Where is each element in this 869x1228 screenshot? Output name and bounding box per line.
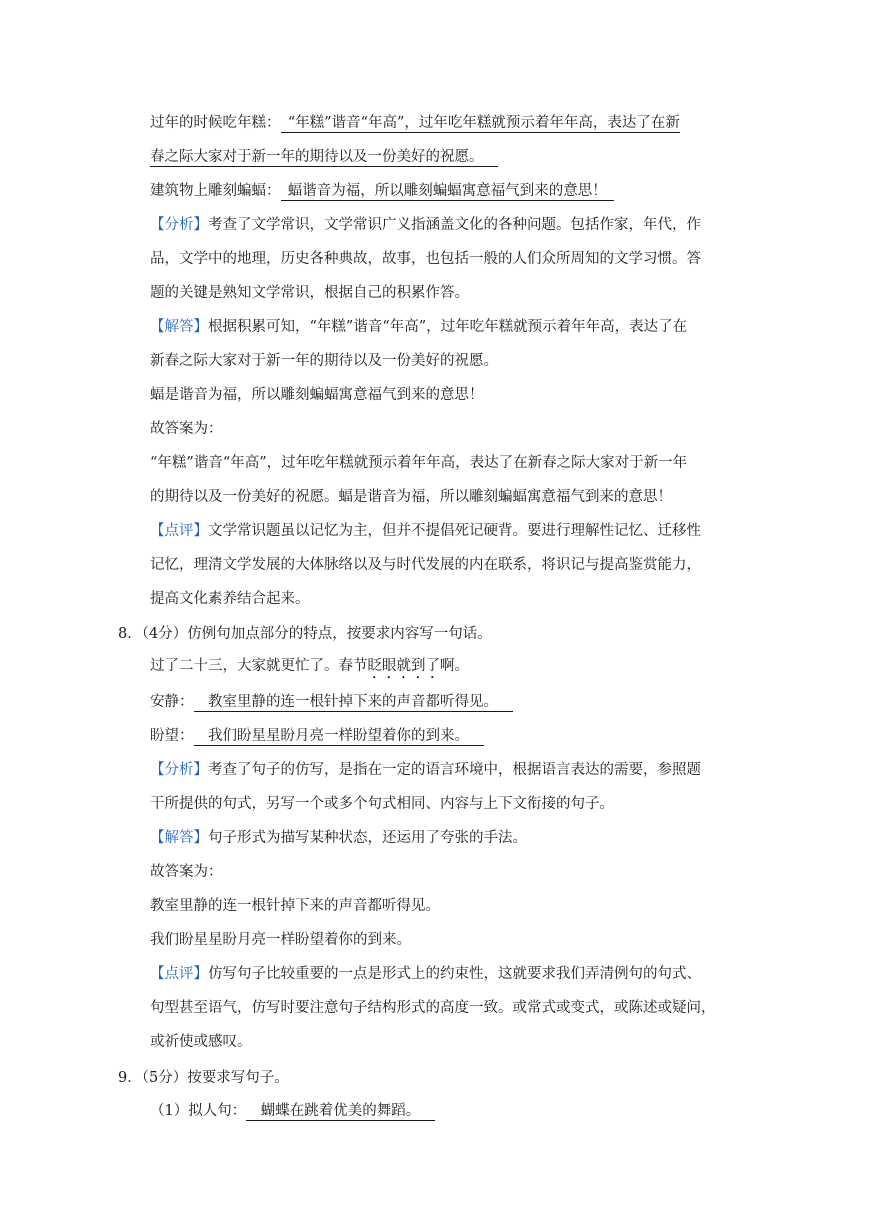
q7-answer-1: “年糕”谐音“年高”，过年吃年糕就预示着年年高，表达了在新春之际大家对于新一年 <box>150 455 688 471</box>
nian-gao-label: 过年的时候吃年糕： <box>150 115 281 131</box>
solution-tag: 【解答】 <box>150 319 208 335</box>
solution-text: 根据积累可知，“年糕”谐音“年高”，过年吃年糕就预示着年年高，表达了在 <box>208 319 688 335</box>
nian-gao-line-2 <box>150 147 498 167</box>
q8-stem-text: （4分）仿例句加点部分的特点，按要求内容写一句话。 <box>141 626 492 642</box>
analysis-tag: 【分析】 <box>150 217 208 233</box>
q7-solution-2: 新春之际大家对于新一年的期待以及一份美好的祝愿。 <box>150 353 498 369</box>
q8-analysis <box>150 760 701 780</box>
q8-analysis-2: 干所提供的句式，另写一个或多个句式相同、内容与上下文衔接的句子。 <box>150 796 614 812</box>
q8-answer-2: 我们盼星星盼月亮一样盼望着你的到来。 <box>150 932 411 948</box>
analysis-text: 考查了句子的仿写，是指在一定的语言环境中，根据语言表达的需要，参照题 <box>208 762 701 778</box>
analysis-tag: 【分析】 <box>150 762 208 778</box>
comment-tag: 【点评】 <box>150 523 208 539</box>
q8-answer-1: 教室里静的连一根针掉下来的声音都听得见。 <box>150 898 440 914</box>
q9-sub1-answer: 蝴蝶在跳着优美的舞蹈。 <box>246 1102 435 1121</box>
solution-text: 句子形式为描写某种状态，还运用了夸张的手法。 <box>208 830 527 846</box>
q7-solution-3: 蝠是谐音为福，所以雕刻蝙蝠寓意福气到来的意思！ <box>150 387 484 403</box>
bat-line <box>150 181 614 201</box>
quiet-label: 安静： <box>150 694 194 710</box>
solution-tag: 【解答】 <box>150 830 208 846</box>
comment-text: 文学常识题虽以记忆为主，但并不提倡死记硬背。要进行理解性记忆、迁移性 <box>208 523 701 539</box>
hope-answer: 我们盼星星盼月亮一样盼望着你的到来。 <box>194 727 484 746</box>
quiet-answer: 教室里静的连一根针掉下来的声音都听得见。 <box>194 693 513 712</box>
q7-comment-3: 提高文化素养结合起来。 <box>150 591 310 607</box>
comment-text: 仿写句子比较重要的一点是形式上的约束性，这就要求我们弄清例句的句式、 <box>208 966 701 982</box>
comment-tag: 【点评】 <box>150 966 208 982</box>
q7-analysis-3: 题的关键是熟知文学常识，根据自己的积累作答。 <box>150 285 469 301</box>
nian-gao-line <box>150 113 680 133</box>
hope-line <box>150 726 484 746</box>
q8-comment <box>150 964 701 984</box>
q9-sub1-label: （1）拟人句： <box>150 1103 247 1119</box>
q8-comment-3: 或祈使或感叹。 <box>150 1034 252 1050</box>
q9-number: 9． <box>118 1070 142 1086</box>
q7-comment <box>150 521 701 541</box>
q8-example <box>150 656 469 676</box>
q7-comment-2: 记忆，理清文学发展的大体脉络以及与时代发展的内在联系，将识记与提高鉴赏能力， <box>150 557 701 573</box>
q7-analysis-2: 品，文学中的地理，历史各种典故，故事，也包括一般的人们众所周知的文学习惯。答 <box>150 251 701 267</box>
q7-answer-2: 的期待以及一份美好的祝愿。蝠是谐音为福，所以雕刻蝙蝠寓意福气到来的意思！ <box>150 489 672 505</box>
q9-sub1 <box>150 1101 435 1121</box>
example-end: 啊。 <box>440 658 469 674</box>
q8-number: 8． <box>118 626 142 642</box>
nian-gao-answer: “年糕”谐音“年高”，过年吃年糕就预示着年年高，表达了在新 <box>281 114 680 133</box>
analysis-text: 考查了文学常识，文学常识广义指涵盖文化的各种问题。包括作家，年代，作 <box>208 217 701 233</box>
q9-stem <box>118 1068 289 1088</box>
quiet-line <box>150 692 513 712</box>
q7-analysis <box>150 215 701 235</box>
q8-comment-2: 句型甚至语气，仿写时要注意句子结构形式的高度一致。或常式或变式，或陈述或疑问， <box>150 1000 716 1016</box>
hope-label: 盼望： <box>150 728 194 744</box>
q7-answer-intro: 故答案为： <box>150 421 223 437</box>
q8-solution <box>150 828 527 848</box>
bat-label: 建筑物上雕刻蝙蝠： <box>150 183 281 199</box>
q8-stem <box>118 624 492 644</box>
example-plain: 过了二十三，大家就更忙了。春节 <box>150 658 368 674</box>
q8-answer-intro: 故答案为： <box>150 864 223 880</box>
q7-solution <box>150 317 687 337</box>
example-dotted: 眨眼就到了 <box>367 658 440 674</box>
nian-gao-answer-cont: 春之际大家对于新一年的期待以及一份美好的祝愿。 <box>150 148 498 167</box>
q9-stem-text: （5分）按要求写句子。 <box>141 1070 289 1086</box>
bat-answer: 蝠谐音为福，所以雕刻蝙蝠寓意福气到来的意思！ <box>281 182 615 201</box>
